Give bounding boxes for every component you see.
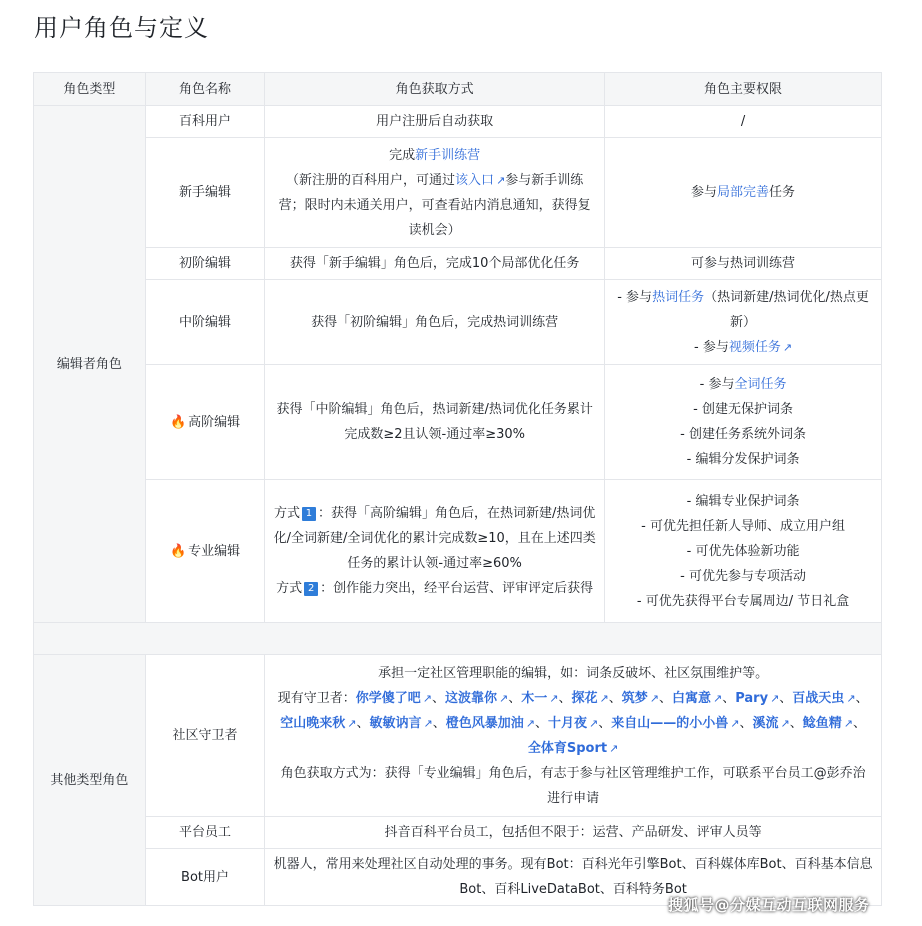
perm-item: - 编辑专业保护词条 — [686, 493, 800, 509]
local-task-link[interactable]: 局部完善 — [717, 185, 770, 200]
separator: 、 — [739, 715, 753, 731]
role-name — [145, 365, 264, 480]
guardian-member-link[interactable]: 木一 — [521, 690, 548, 706]
separator: 、 — [558, 690, 572, 706]
guardian-member-link[interactable]: 十月夜 — [548, 715, 588, 731]
separator: 、 — [789, 715, 803, 731]
role-method: 获得「新手编辑」角色后，完成10个局部优化任务 — [265, 248, 605, 280]
separator: 、 — [852, 715, 866, 731]
group-editor: 编辑者角色 — [34, 106, 146, 623]
table-row — [34, 106, 882, 138]
role-name — [145, 480, 264, 623]
separator: 、 — [658, 690, 672, 706]
guardian-member-link[interactable]: 溪流 — [752, 715, 779, 731]
external-link-icon: ↗ — [589, 716, 599, 730]
perm-item: - 可优先担任新人导师、成立用户组 — [641, 518, 845, 534]
guardian-list — [275, 686, 871, 761]
role-name: 百科用户 — [145, 106, 264, 138]
separator: 、 — [855, 690, 869, 706]
role-name-text: 高阶编辑 — [188, 414, 241, 430]
role-guardian-desc — [265, 655, 882, 817]
method-text: 完成 — [389, 147, 416, 163]
separator: 、 — [356, 715, 370, 731]
guardian-member-link[interactable]: 探花 — [571, 690, 598, 706]
external-link-icon: ↗ — [609, 741, 619, 755]
number-badge: 1 — [302, 507, 316, 521]
guardian-member-link[interactable]: 橙色风暴加油 — [445, 715, 524, 731]
perm-item: - 编辑分发保护词条 — [686, 452, 800, 467]
guardian-member-link[interactable]: 鲶鱼精 — [802, 715, 842, 731]
perm-item: - 创建任务系统外词条 — [680, 427, 806, 442]
number-badge: 2 — [304, 582, 318, 596]
role-perm — [605, 365, 882, 480]
separator: 、 — [722, 690, 736, 706]
guardian-member-link[interactable]: 空山晚来秋 — [280, 715, 346, 731]
guardian-member-link[interactable]: 全体育Sport — [527, 740, 608, 756]
guardian-member-link[interactable]: Pary — [735, 690, 769, 706]
perm-text: 参与 — [691, 185, 718, 200]
method-note: （新注册的百科用户，可通过 — [286, 172, 456, 188]
flame-icon: 🔥 — [169, 543, 187, 559]
external-link-icon: ↗ — [496, 173, 506, 187]
method-label: 方式 — [273, 506, 300, 521]
role-method: 获得「初阶编辑」角色后，完成热词训练营 — [265, 280, 605, 365]
guardian-list-label: 现有守卫者： — [277, 690, 356, 706]
table-row — [34, 480, 882, 623]
guardian-member-link[interactable]: 百战天虫 — [792, 690, 845, 706]
header-role-name: 角色名称 — [145, 73, 264, 106]
role-method — [265, 138, 605, 248]
role-name: 中阶编辑 — [145, 280, 264, 365]
flame-icon: 🔥 — [169, 414, 187, 430]
table-row — [34, 248, 882, 280]
perm-item: - 可优先体验新功能 — [686, 543, 800, 559]
full-word-task-link[interactable]: 全词任务 — [734, 377, 787, 392]
role-name: 平台员工 — [145, 817, 264, 849]
external-link-icon: ↗ — [780, 716, 790, 730]
role-perm — [605, 480, 882, 623]
perm-item: - 可优先参与专项活动 — [680, 568, 806, 584]
method-label: 方式 — [276, 581, 303, 596]
table-header-row — [34, 73, 882, 106]
external-link-icon: ↗ — [423, 716, 433, 730]
perm-text: - 参与 — [699, 377, 735, 392]
role-perm: 可参与热词训练营 — [605, 248, 882, 280]
role-name: 社区守卫者 — [145, 655, 264, 817]
separator: 、 — [534, 715, 548, 731]
external-link-icon: ↗ — [846, 691, 856, 705]
hotword-task-link[interactable]: 热词任务 — [652, 289, 705, 305]
table-row — [34, 280, 882, 365]
perm-text: 任务 — [769, 185, 796, 200]
external-link-icon: ↗ — [498, 691, 509, 705]
spacer-row — [34, 623, 882, 655]
guardian-member-link[interactable]: 白寓意 — [671, 690, 711, 706]
role-desc: 抖音百科平台员工，包括但不限于：运营、产品研发、评审人员等 — [265, 817, 882, 849]
novice-camp-link[interactable]: 新手训练营 — [415, 147, 481, 163]
perm-text: （热词新建/热词优化/热点更新） — [704, 289, 869, 330]
method-text: ：获得「高阶编辑」角色后，在热词新建/热词优化/全词新建/全词优化的累计完成数≥10，且在上述四类任务的累计认领-通过率≥60% — [273, 506, 596, 571]
external-link-icon: ↗ — [599, 691, 609, 705]
page-title: 用户角色与定义 — [34, 14, 209, 42]
method-note-tail: 参与新手训练营；限时内未通关用户，可查看站内消息通知，获得复读机会） — [278, 172, 591, 238]
external-link-icon: ↗ — [422, 691, 432, 705]
perm-item: - 创建无保护词条 — [693, 402, 793, 417]
separator: 、 — [779, 690, 793, 706]
external-link-icon: ↗ — [649, 691, 659, 705]
guardian-member-link[interactable]: 这波靠你 — [444, 690, 497, 706]
role-method: 用户注册后自动获取 — [265, 106, 605, 138]
perm-text: - 参与 — [694, 339, 729, 355]
video-task-link[interactable]: 视频任务 — [728, 339, 781, 355]
external-link-icon: ↗ — [347, 716, 357, 730]
watermark: 搜狐号@分媒互动互联网服务 — [668, 896, 870, 914]
external-link-icon: ↗ — [843, 716, 853, 730]
guardian-member-link[interactable]: 敏敏讷言 — [369, 715, 422, 731]
external-link-icon: ↗ — [730, 716, 740, 730]
role-name: 新手编辑 — [145, 138, 264, 248]
perm-text: - 参与 — [617, 289, 653, 305]
role-method: 获得「中阶编辑」角色后，热词新建/热词优化任务累计完成数≥2且认领-通过率≥30% — [265, 365, 605, 480]
role-name: 初阶编辑 — [145, 248, 264, 280]
role-name: Bot用户 — [145, 849, 264, 906]
perm-item: - 可优先获得平台专属周边/ 节日礼盒 — [636, 593, 850, 609]
external-link-icon: ↗ — [782, 340, 793, 354]
role-name-text: 专业编辑 — [188, 543, 241, 559]
table-row — [34, 365, 882, 480]
role-perm: / — [605, 106, 882, 138]
header-role-method: 角色获取方式 — [265, 73, 605, 106]
separator: 、 — [432, 715, 446, 731]
role-desc: 机器人，常用来处理社区自动处理的事务。现有Bot：百科光年引擎Bot、百科媒体库Bot、百科基本信息Bot、百科LiveDataBot、百科特务Bot — [265, 849, 882, 906]
table-row — [34, 817, 882, 849]
table-row — [34, 655, 882, 817]
separator: 、 — [508, 690, 522, 706]
external-link-icon: ↗ — [525, 716, 535, 730]
external-link-icon: ↗ — [770, 691, 780, 705]
separator: 、 — [608, 690, 622, 706]
header-role-perm: 角色主要权限 — [605, 73, 882, 106]
external-link-icon: ↗ — [549, 691, 559, 705]
header-role-type: 角色类型 — [34, 73, 146, 106]
roles-table — [33, 72, 882, 906]
separator: 、 — [598, 715, 612, 731]
method-text: ：创作能力突出，经平台运营、评审评定后获得 — [320, 581, 594, 596]
role-perm — [605, 280, 882, 365]
guardian-intro: 承担一定社区管理职能的编辑，如：词条反破坏、社区氛围维护等。 — [378, 665, 769, 681]
table-row — [34, 138, 882, 248]
guardian-member-link[interactable]: 你学傻了吧 — [355, 690, 421, 706]
separator: 、 — [431, 690, 445, 706]
spacer-cell — [34, 623, 882, 655]
role-perm — [605, 138, 882, 248]
external-link-icon: ↗ — [712, 691, 723, 705]
guardian-member-link[interactable]: 筑梦 — [621, 690, 648, 706]
group-other: 其他类型角色 — [34, 655, 146, 906]
entry-link[interactable]: 该入口 — [455, 172, 495, 188]
role-method — [265, 480, 605, 623]
guardian-member-link[interactable]: 来自山——的小小兽 — [611, 715, 729, 731]
guardian-how: 角色获取方式为：获得「专业编辑」角色后，有志于参与社区管理维护工作，可联系平台员工@彭乔治进行申请 — [280, 765, 866, 806]
